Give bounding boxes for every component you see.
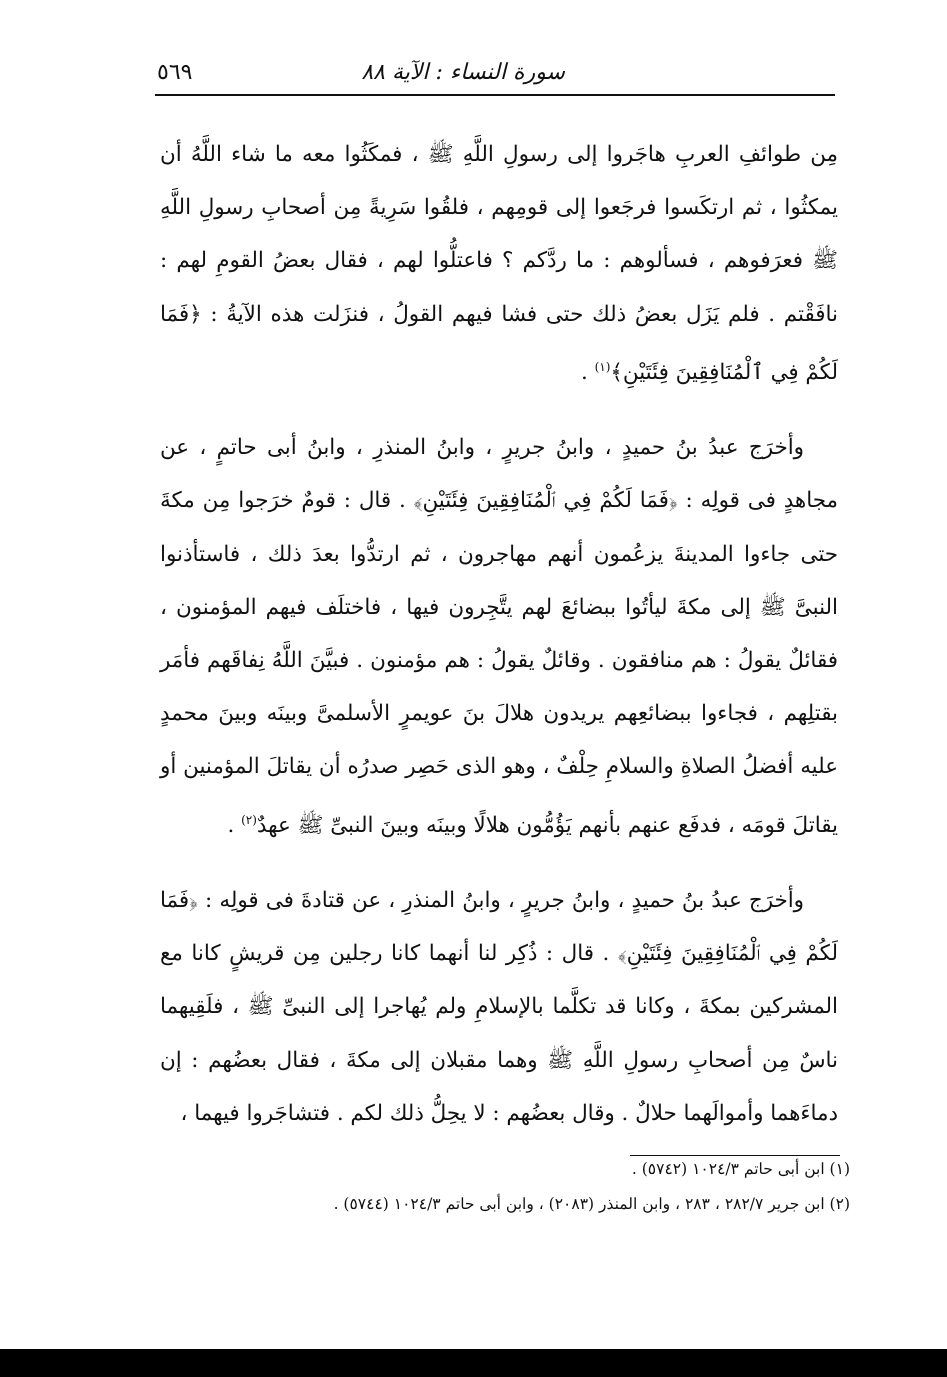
footnote: (٢) ابن جرير ٢٨٢/٧ ، ٢٨٣ ، وابن المنذر (٢٠٨٣) ، وابن أبى حاتم ١٠٢٤/٣ (٥٧٤٤) . [333,1195,850,1213]
footnote-ref[interactable]: (٢) [241,812,257,827]
page-header [155,58,835,96]
scan-edge [0,1349,947,1377]
page-number: ٥٦٩ [157,60,193,85]
footnote-ref[interactable]: (١) [594,359,611,374]
main-text [160,128,838,1140]
paragraph: وأخرَج عبدُ بنُ حميدٍ ، وابنُ جريرٍ ، وابنُ المنذرِ ، وابنُ أبى حاتمٍ ، عن مجاهدٍ فى قولِه : ﴿فَمَا لَكُمْ فِي ٱلْمُنَافِقِينَ فِئَتَيْنِ﴾ . قال : قومٌ خرَجوا مِن مكةَ حتى جاءوا المدينةَ يزعُمون أنهم مهاجرون ، ثم ارتدُّوا بعدَ ذلك ، فاستأذنوا النبىَّ ﷺ إلى مكةَ ليأتُوا ببضائعَ لهم يتَّجِرون فيها ، فاختلَف فيهم المؤمنون ، فقائلٌ يقولُ : هم منافقون . وقائلٌ يقولُ : هم مؤمنون . فبيَّنَ اللَّهُ نِفاقَهم فأمَر بقتلِهم ، فجاءوا ببضائعِهم يريدون هلالَ بنَ عويمرٍ الأسلمىَّ وبينَه وبينَ محمدٍ عليه أفضلُ الصلاةِ والسلامِ حِلْفٌ ، وهو الذى حَصِر صدرُه أن يقاتلَ المؤمنين أو يقاتلَ قومَه ، فدفَع عنهم بأنهم يَؤُمُّون هلالًا وبينَه وبينَ النبىِّ ﷺ عهدٌ$^{(٢)}$ . [160,435,838,838]
running-title: سورة النساء : الآية ٨٨ [361,60,565,85]
footnote: (١) ابن أبى حاتم ١٠٢٤/٣ (٥٧٤٢) . [631,1160,850,1178]
paragraph: مِن طوائفِ العربِ هاجَروا إلى رسولِ اللَّهِ ﷺ ، فمكَثُوا معه ما شاء اللَّهُ أن يمكثُوا ، ثم ارتكَسوا فرجَعوا إلى قومِهم ، فلقُوا سَرِيةً مِن أصحابِ رسولِ اللَّهِ ﷺ فعرَفوهم ، فسألوهم : ما ردَّكم ؟ فاعتلُّوا لهم ، فقال بعضُ القومِ لهم : نافَقْتم . فلم يَزَل بعضُ ذلك حتى فشا فيهم القولُ ، فنزَلت هذه الآيةُ : ﴿فَمَا لَكُمْ فِي ٱلْمُنَافِقِينَ فِئَتَيْنِ﴾$^{(١)}$ . [160,142,838,385]
footnotes [160,1152,850,1222]
paragraph: وأخرَج عبدُ بنُ حميدٍ ، وابنُ جريرٍ ، وابنُ المنذرِ ، عن قتادةَ فى قولِه : ﴿فَمَا لَكُمْ فِي ٱلْمُنَافِقِينَ فِئَتَيْنِ﴾ . قال : ذُكِر لنا أنهما كانا رجلين مِن قريشٍ كانا مع المشركين بمكةَ ، وكانا قد تكلَّما بالإسلامِ ولم يُهاجرا إلى النبىِّ ﷺ ، فلَقِيهما ناسٌ مِن أصحابِ رسولِ اللَّهِ ﷺ وهما مقبلان إلى مكةَ ، فقال بعضُهم : إن دماءَهما وأموالَهما حلالٌ . وقال بعضُهم : لا يحِلُّ ذلك لكم . فتشاجَروا فيهما ، [160,887,838,1126]
